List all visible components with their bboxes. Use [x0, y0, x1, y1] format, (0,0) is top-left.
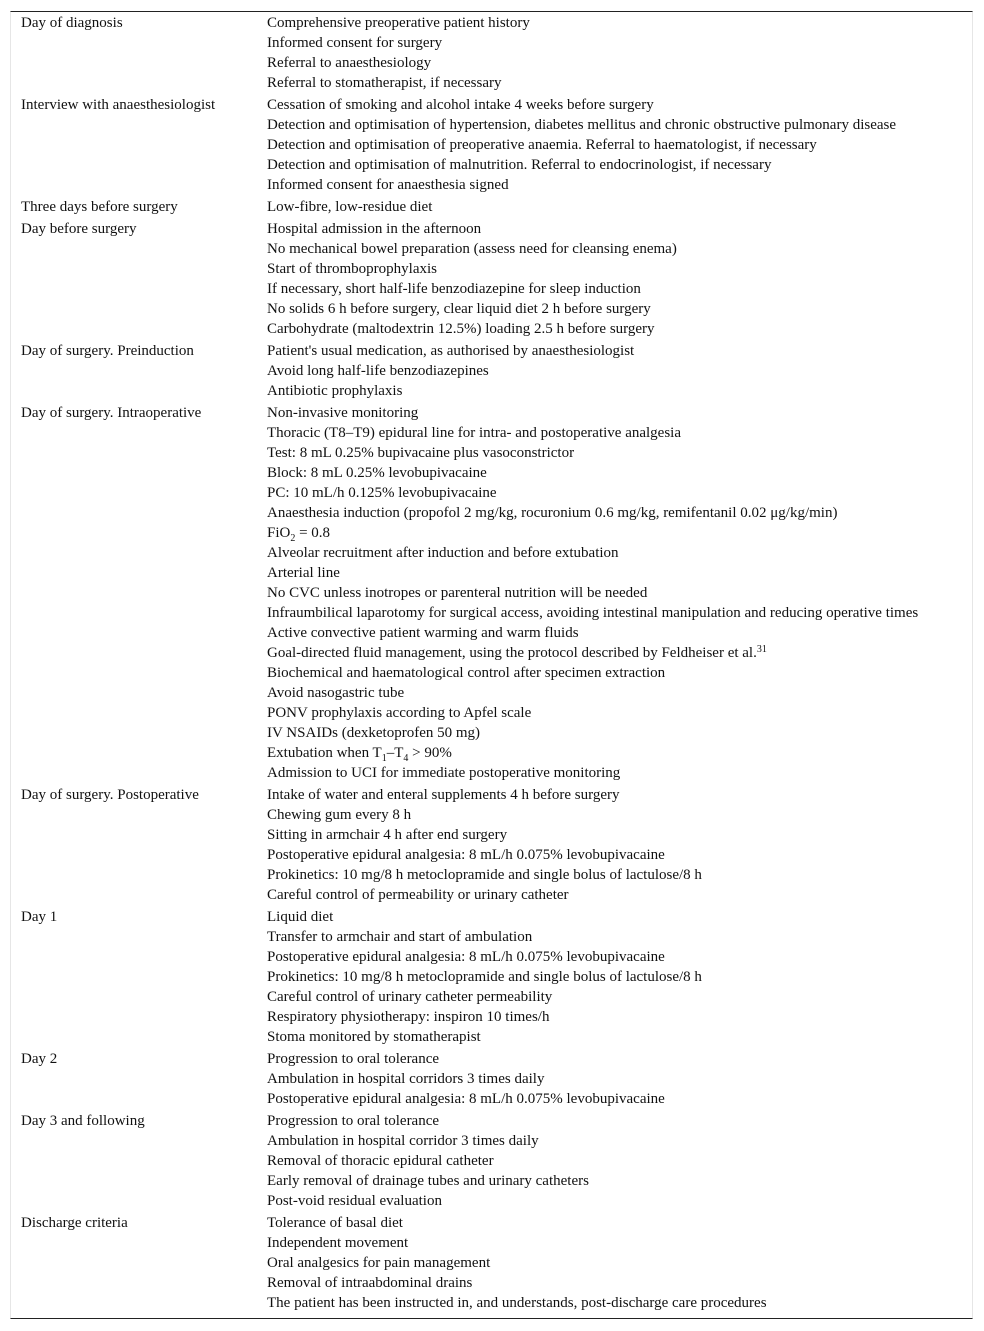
protocol-item: Chewing gum every 8 h — [267, 807, 412, 823]
protocol-item: Liquid diet — [267, 909, 334, 925]
protocol-item: Ambulation in hospital corridor 3 times daily — [267, 1133, 539, 1149]
protocol-item: Detection and optimisation of preoperative anaemia. Referral to haematologist, if necessary — [267, 137, 817, 153]
protocol-item: Block: 8 mL 0.25% levobupivacaine — [267, 465, 487, 481]
protocol-item: Ambulation in hospital corridors 3 times daily — [267, 1071, 545, 1087]
protocol-item: Cessation of smoking and alcohol intake 4 weeks before surgery — [267, 97, 654, 113]
table-row — [10, 197, 973, 217]
protocol-item: Progression to oral tolerance — [267, 1113, 440, 1129]
protocol-item: Anaesthesia induction (propofol 2 mg/kg, rocuronium 0.6 mg/kg, remifentanil 0.02 μg/kg/min) — [267, 505, 838, 521]
fio2-label: FiO — [267, 525, 291, 541]
protocol-item: Tolerance of basal diet — [267, 1215, 403, 1231]
phase-label: Day of surgery. Preinduction — [21, 343, 194, 359]
protocol-item: Respiratory physiotherapy: inspiron 10 times/h — [267, 1009, 550, 1025]
protocol-item: Comprehensive preoperative patient history — [267, 15, 530, 31]
phase-label: Three days before surgery — [21, 199, 178, 215]
protocol-item: Low-fibre, low-residue diet — [267, 199, 433, 215]
phase-cell — [10, 1111, 267, 1211]
phase-cell — [10, 13, 267, 93]
items-cell — [267, 1111, 973, 1211]
protocol-item: Prokinetics: 10 mg/8 h metoclopramide and single bolus of lactulose/8 h — [267, 969, 702, 985]
protocol-item: Intake of water and enteral supplements 4 h before surgery — [267, 787, 620, 803]
goal-directed-item — [267, 643, 973, 663]
protocol-item: Sitting in armchair 4 h after end surgery — [267, 827, 508, 843]
protocol-item: Detection and optimisation of malnutrition. Referral to endocrinologist, if necessary — [267, 157, 772, 173]
protocol-item: Informed consent for anaesthesia signed — [267, 177, 509, 193]
protocol-item: Admission to UCI for immediate postoperative monitoring — [267, 765, 621, 781]
phase-label: Interview with anaesthesiologist — [21, 97, 216, 113]
protocol-item: Post-void residual evaluation — [267, 1193, 442, 1209]
protocol-item: Postoperative epidural analgesia: 8 mL/h 0.075% levobupivacaine — [267, 847, 665, 863]
table-row — [10, 95, 973, 195]
protocol-item: Postoperative epidural analgesia: 8 mL/h 0.075% levobupivacaine — [267, 1091, 665, 1107]
protocol-item: Postoperative epidural analgesia: 8 mL/h 0.075% levobupivacaine — [267, 949, 665, 965]
phase-cell — [10, 219, 267, 339]
fio2-item — [267, 523, 973, 543]
protocol-item: Antibiotic prophylaxis — [267, 383, 403, 399]
protocol-item: PC: 10 mL/h 0.125% levobupivacaine — [267, 485, 497, 501]
protocol-item: Removal of intraabdominal drains — [267, 1275, 473, 1291]
protocol-item: Patient's usual medication, as authorised by anaesthesiologist — [267, 343, 635, 359]
reference-superscript: 31 — [756, 644, 767, 655]
protocol-item: Carbohydrate (maltodextrin 12.5%) loading 2.5 h before surgery — [267, 321, 655, 337]
phase-cell — [10, 1213, 267, 1313]
protocol-item: Non-invasive monitoring — [267, 405, 419, 421]
protocol-item: Progression to oral tolerance — [267, 1051, 440, 1067]
protocol-item: If necessary, short half-life benzodiazepine for sleep induction — [267, 281, 641, 297]
phase-label: Day before surgery — [21, 221, 137, 237]
protocol-item: Careful control of permeability or urinary catheter — [267, 887, 569, 903]
protocol-item: Detection and optimisation of hypertension, diabetes mellitus and chronic obstructive pulmonary disease — [267, 117, 897, 133]
phase-label: Day 3 and following — [21, 1113, 145, 1129]
protocol-item: No mechanical bowel preparation (assess need for cleansing enema) — [267, 241, 677, 257]
goal-text: Goal-directed fluid management, using the protocol described by Feldheiser et al. — [267, 645, 757, 661]
protocol-item: Oral analgesics for pain management — [267, 1255, 491, 1271]
extubation-prefix: Extubation when T — [267, 745, 382, 761]
phase-cell — [10, 907, 267, 1047]
protocol-item: No CVC unless inotropes or parenteral nutrition will be needed — [267, 585, 648, 601]
protocol-item: No solids 6 h before surgery, clear liquid diet 2 h before surgery — [267, 301, 651, 317]
protocol-item: Careful control of urinary catheter permeability — [267, 989, 553, 1005]
phase-label: Day 2 — [21, 1051, 58, 1067]
table-row — [10, 219, 973, 339]
table-row — [10, 785, 973, 905]
protocol-item: Removal of thoracic epidural catheter — [267, 1153, 494, 1169]
items-cell — [267, 1049, 973, 1109]
phase-label: Day of surgery. Postoperative — [21, 787, 199, 803]
protocol-item: Hospital admission in the afternoon — [267, 221, 482, 237]
table-row — [10, 1213, 973, 1313]
items-cell — [267, 1213, 973, 1313]
protocol-item: Transfer to armchair and start of ambulation — [267, 929, 533, 945]
items-cell — [267, 13, 973, 93]
protocol-item: Referral to anaesthesiology — [267, 55, 432, 71]
protocol-item: Start of thromboprophylaxis — [267, 261, 437, 277]
phase-cell — [10, 785, 267, 905]
items-cell — [267, 341, 973, 401]
phase-label: Discharge criteria — [21, 1215, 128, 1231]
eras-protocol-table — [10, 13, 973, 1313]
protocol-item: Stoma monitored by stomatherapist — [267, 1029, 481, 1045]
extubation-sub4: 4 — [403, 753, 409, 764]
phase-label: Day 1 — [21, 909, 58, 925]
table-row — [10, 13, 973, 93]
protocol-item: Early removal of drainage tubes and urinary catheters — [267, 1173, 589, 1189]
items-cell — [267, 785, 973, 905]
table-row — [10, 1049, 973, 1109]
extubation-item — [267, 743, 973, 763]
protocol-item: Active convective patient warming and warm fluids — [267, 625, 579, 641]
items-cell — [267, 907, 973, 1047]
phase-cell — [10, 95, 267, 195]
extubation-sub1: 1 — [381, 753, 387, 764]
table-body — [10, 13, 973, 1313]
extubation-suffix: > 90% — [408, 745, 452, 761]
table-row — [10, 907, 973, 1047]
protocol-item: Prokinetics: 10 mg/8 h metoclopramide and single bolus of lactulose/8 h — [267, 867, 702, 883]
protocol-item: Avoid long half-life benzodiazepines — [267, 363, 489, 379]
table-row — [10, 403, 973, 783]
protocol-item: Informed consent for surgery — [267, 35, 443, 51]
protocol-item: IV NSAIDs (dexketoprofen 50 mg) — [267, 725, 481, 741]
fio2-value: = 0.8 — [295, 525, 331, 541]
protocol-item: PONV prophylaxis according to Apfel scale — [267, 705, 532, 721]
phase-cell — [10, 197, 267, 217]
phase-cell — [10, 1049, 267, 1109]
protocol-item: Test: 8 mL 0.25% bupivacaine plus vasoconstrictor — [267, 445, 575, 461]
protocol-item: Independent movement — [267, 1235, 409, 1251]
items-cell — [267, 197, 973, 217]
fio2-subscript: 2 — [290, 533, 296, 544]
phase-label: Day of diagnosis — [21, 15, 123, 31]
items-cell — [267, 219, 973, 339]
phase-label: Day of surgery. Intraoperative — [21, 405, 202, 421]
protocol-item: Avoid nasogastric tube — [267, 685, 405, 701]
protocol-item: Arterial line — [267, 565, 340, 581]
protocol-item: Infraumbilical laparotomy for surgical access, avoiding intestinal manipulation and reducing operative times — [267, 605, 919, 621]
protocol-item: The patient has been instructed in, and understands, post-discharge care procedures — [267, 1295, 767, 1311]
table-row — [10, 1111, 973, 1211]
items-cell — [267, 95, 973, 195]
items-cell — [267, 403, 973, 783]
extubation-dash: –T — [386, 745, 404, 761]
protocol-item: Alveolar recruitment after induction and before extubation — [267, 545, 619, 561]
phase-cell — [10, 341, 267, 401]
phase-cell — [10, 403, 267, 783]
protocol-item: Referral to stomatherapist, if necessary — [267, 75, 502, 91]
protocol-item: Thoracic (T8–T9) epidural line for intra- and postoperative analgesia — [267, 425, 681, 441]
protocol-item: Biochemical and haematological control after specimen extraction — [267, 665, 666, 681]
table-row — [10, 341, 973, 401]
